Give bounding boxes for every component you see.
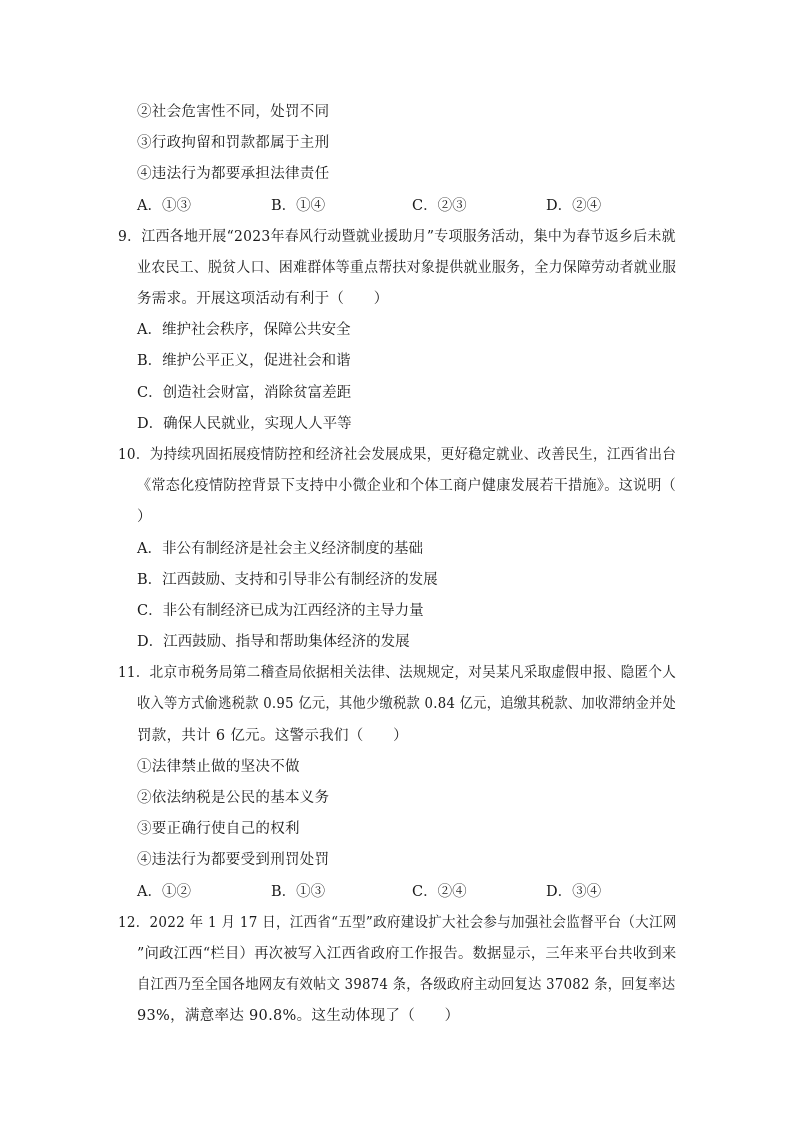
q8-option-d[interactable]: D．②④ <box>546 198 602 214</box>
q10-stem-line-1: 10．为持续巩固拓展疫情防控和经济社会发展成果，更好稳定就业、改善民生，江西省出台 <box>118 447 677 463</box>
q11-item-3: ③要正确行使自己的权利 <box>137 821 300 837</box>
q12-stem-line-3: 自江西乃至全国各地网友有效帖文 39874 条，各级政府主动回复达 37082 条，回复率达 <box>137 977 676 993</box>
q9-option-a[interactable]: A．维护社会秩序，保障公共安全 <box>137 322 351 338</box>
q11-option-a[interactable]: A．①② <box>137 884 191 900</box>
q11-stem-line-2: 收入等方式偷逃税款 0.95 亿元，其他少缴税款 0.84 亿元，追缴其税款、加收滞纳金并处 <box>137 696 677 712</box>
q9-option-b[interactable]: B．维护公平正义，促进社会和谐 <box>137 353 351 369</box>
q11-stem-line-1: 11．北京市税务局第二稽查局依据相关法律、法规规定，对吴某凡采取虚假申报、隐匿个人 <box>118 665 677 681</box>
q11-option-b[interactable]: B．①③ <box>271 884 326 900</box>
q12-stem-line-4: 93%，满意率达 90.8%。这生动体现了（ ） <box>137 1008 460 1024</box>
q11-item-1: ①法律禁止做的坚决不做 <box>137 759 300 775</box>
q8-item-2: ②社会危害性不同，处罚不同 <box>137 104 330 120</box>
q12-stem-line-1: 12．2022 年 1 月 17 日，江西省“五型”政府建设扩大社会参与加强社会监督平台（大江网 <box>118 915 677 931</box>
q11-stem-line-3: 罚款，共计 6 亿元。这警示我们（ ） <box>137 728 408 744</box>
q9-stem-line-2: 业农民工、脱贫人口、困难群体等重点帮扶对象提供就业服务，全力保障劳动者就业服 <box>137 260 677 276</box>
q10-option-b[interactable]: B．江西鼓励、支持和引导非公有制经济的发展 <box>137 572 438 588</box>
q11-option-c[interactable]: C．②④ <box>412 884 467 900</box>
q8-option-b[interactable]: B．①④ <box>271 198 326 214</box>
q8-option-a[interactable]: A．①③ <box>137 198 191 214</box>
q8-option-c[interactable]: C．②③ <box>412 198 467 214</box>
q9-option-d[interactable]: D．确保人民就业，实现人人平等 <box>137 416 352 432</box>
q10-stem-line-2: 《常态化疫情防控背景下支持中小微企业和个体工商户健康发展若干措施》。这说明（ <box>137 478 677 494</box>
q10-stem-line-3: ） <box>137 509 152 525</box>
q10-option-a[interactable]: A．非公有制经济是社会主义经济制度的基础 <box>137 541 423 557</box>
q11-item-2: ②依法纳税是公民的基本义务 <box>137 790 330 806</box>
q12-stem-line-2: ”问政江西“栏目）再次被写入江西省政府工作报告。数据显示，三年来平台共收到来 <box>137 946 677 962</box>
q8-item-3: ③行政拘留和罚款都属于主刑 <box>137 135 330 151</box>
q11-option-d[interactable]: D．③④ <box>546 884 602 900</box>
q11-item-4: ④违法行为都要受到刑罚处罚 <box>137 852 330 868</box>
q10-option-c[interactable]: C．非公有制经济已成为江西经济的主导力量 <box>137 603 424 619</box>
q9-stem-line-3: 务需求。开展这项活动有利于（ ） <box>137 291 389 307</box>
q9-option-c[interactable]: C．创造社会财富，消除贫富差距 <box>137 385 352 401</box>
q9-stem-line-1: 9．江西各地开展“2023年春风行动暨就业援助月”专项服务活动，集中为春节返乡后未就 <box>118 229 676 245</box>
q10-option-d[interactable]: D．江西鼓励、指导和帮助集体经济的发展 <box>137 634 410 650</box>
q8-item-4: ④违法行为都要承担法律责任 <box>137 166 330 182</box>
